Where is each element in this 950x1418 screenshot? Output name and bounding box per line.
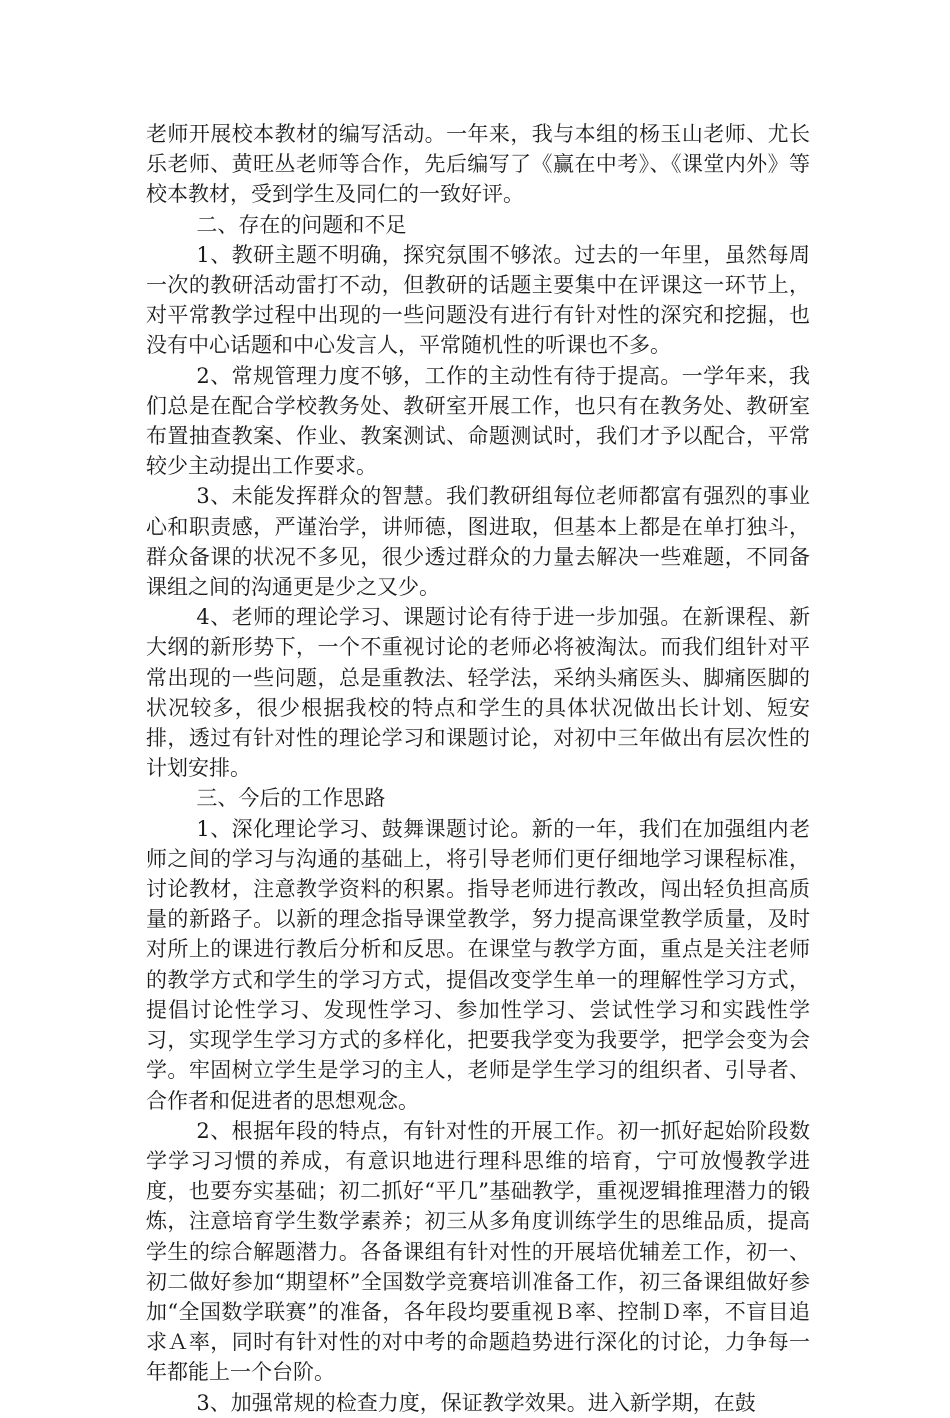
paragraph-problem-1: 1、教研主题不明确，探究氛围不够浓。过去的一年里，虽然每周一次的教研活动雷打不动，但教研的话题主要集中在评课这一环节上，对平常教学过程中出现的一些问题没有进行有针对性的深究和挖掘，也没有中心话题和中心发言人，平常随机性的听课也不多。 [146, 242, 810, 358]
section-heading-plans: 三、今后的工作思路 [196, 786, 386, 811]
paragraph-plan-2: 2、根据年段的特点，有针对性的开展工作。初一抓好起始阶段数学学习习惯的养成，有意识地进行理科思维的培育，宁可放慢教学进度，也要夯实基础；初二抓好“平几”基础教学，重视逻辑推理潜力的锻炼，注意培育学生数学素养；初三从多角度训练学生的思维品质，提高学生的综合解题潜力。各备课组有针对性的开展培优辅差工作，初一、初二做好参加“期望杯”全国数学竞赛培训准备工作，初三备课组做好参加“全国数学联赛”的准备，各年段均要重视Ｂ率、控制Ｄ率，不盲目追求Ａ率，同时有针对性的对中考的命题趋势进行深化的讨论，力争每一年都能上一个台阶。 [146, 1118, 810, 1385]
paragraph-problem-4: 4、老师的理论学习、课题讨论有待于进一步加强。在新课程、新大纲的新形势下，一个不重视讨论的老师必将被淘汰。而我们组针对平常出现的一些问题，总是重教法、轻学法，采纳头痛医头、脚痛医脚的状况较多，很少根据我校的特点和学生的具体状况做出长计划、短安排，透过有针对性的理论学习和课题讨论，对初中三年做出有层次性的计划安排。 [146, 605, 810, 781]
document-page [146, 119, 810, 1418]
paragraph-problem-2: 2、常规管理力度不够，工作的主动性有待于提高。一学年来，我们总是在配合学校教务处、教研室开展工作，也只有在教务处、教研室布置抽查教案、作业、教案测试、命题测试时，我们才予以配合，平常较少主动提出工作要求。 [146, 363, 810, 479]
paragraph-continuation: 老师开展校本教材的编写活动。一年来，我与本组的杨玉山老师、尤长乐老师、黄旺丛老师等合作，先后编写了《赢在中考》、《课堂内外》等校本教材，受到学生及同仁的一致好评。 [146, 122, 810, 207]
paragraph-plan-3: 3、加强常规的检查力度，保证教学效果。进入新学期，在鼓 [196, 1390, 756, 1415]
paragraph-plan-1: 1、深化理论学习、鼓舞课题讨论。新的一年，我们在加强组内老师之间的学习与沟通的基础上，将引导老师们更仔细地学习课程标准，讨论教材，注意教学资料的积累。指导老师进行教改，闯出轻负担高质量的新路子。以新的理念指导课堂教学，努力提高课堂教学质量，及时对所上的课进行教后分析和反思。在课堂与教学方面，重点是关注老师的教学方式和学生的学习方式，提倡改变学生单一的理解性学习方式，提倡讨论性学习、发现性学习、参加性学习、尝试性学习和实践性学习，实现学生学习方式的多样化，把要我学变为我要学，把学会变为会学。牢固树立学生是学习的主人，老师是学生学习的组织者、引导者、合作者和促进者的思想观念。 [146, 816, 810, 1113]
section-heading-problems: 二、存在的问题和不足 [196, 212, 407, 237]
paragraph-problem-3: 3、未能发挥群众的智慧。我们教研组每位老师都富有强烈的事业心和职责感，严谨治学，讲师德，图进取，但基本上都是在单打独斗，群众备课的状况不多见，很少透过群众的力量去解决一些难题，不同备课组之间的沟通更是少之又少。 [146, 484, 810, 600]
